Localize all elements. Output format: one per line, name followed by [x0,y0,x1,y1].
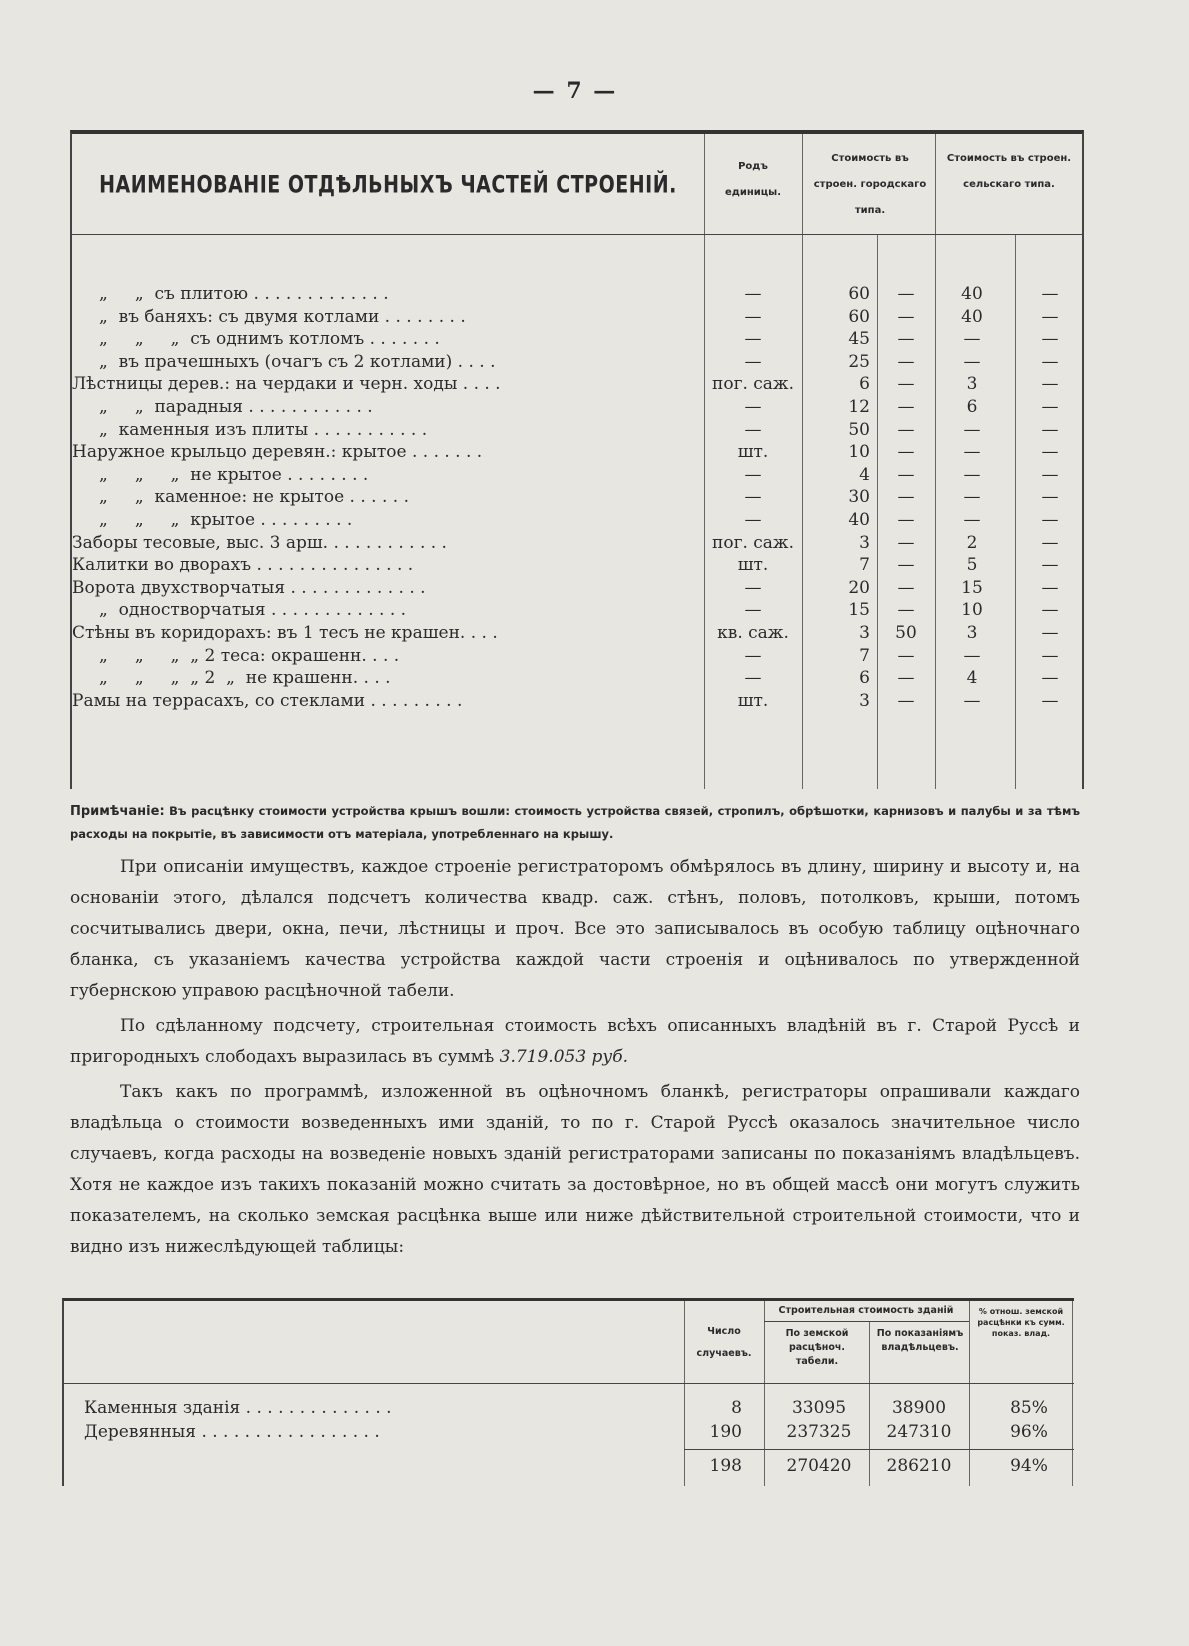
column-header-name: НАИМЕНОВАНІЕ ОТДѢЛЬНЫХЪ ЧАСТЕЙ СТРОЕНІЙ. [99,171,677,199]
row-city-rub: 45 [848,329,870,350]
row-city-kop: — [897,532,915,553]
row-name: „ каменныя изъ плиты . . . . . . . . . . . [72,419,428,440]
row-city-kop: — [897,600,915,621]
row-city-kop: — [897,690,915,711]
paragraph-1: При описаніи имуществъ, каждое строеніе регистраторомъ обмѣрялось въ длину, ширину и высоту и, на основаніи этого, дѣлался подсчетъ количества квадр. саж. стѣнъ, половъ, потолковъ, крыши, потомъ сосчитывались двери, окна, печи, лѣстницы и проч. Все это записывалось въ особую таблицу оцѣночнаго бланка, съ указаніемъ качества устройства каждой части строенія и оцѣнивалось по утвержденной губернскою управою расцѣночной табели. [70,857,1080,1001]
row-city-kop: — [897,306,915,327]
row-city-rub: 10 [848,442,870,463]
table-row [72,397,1082,420]
row-city-rub: 6 [859,374,870,395]
row-unit: шт. [737,690,769,711]
table-row [72,465,1082,488]
column-header-count: Число случаевъ. [696,1326,752,1359]
row-city-kop: — [897,419,915,440]
column-header-percent: % отнош. земской расцѣнки къ сумм. показ. влад. [977,1307,1065,1338]
row-village-rub: 2 [966,532,978,553]
row-village-rub: 40 [961,306,983,327]
row-name: „ „ „ крытое . . . . . . . . . [72,510,353,530]
row-unit: — [744,351,762,372]
row-name: Наружное крыльцо деревян.: крытое . . . . . . . [72,442,483,463]
row-village-kop: — [1041,555,1059,576]
row-city-kop: — [897,487,915,508]
row-village-kop: — [1041,329,1059,350]
column-header-by-table: По земской расцѣноч. табели. [785,1328,849,1367]
row-name: „ въ баняхъ: съ двумя котлами . . . . . . . . [72,306,466,327]
row-by-table: 33095 [791,1398,847,1418]
row-name: „ „ съ плитою . . . . . . . . . . . . . [72,284,389,304]
table-row [64,1422,1074,1446]
table-row [72,646,1082,669]
row-city-rub: 3 [859,623,870,643]
row-city-kop: — [897,645,915,666]
row-village-rub: — [963,464,981,485]
row-city-rub: 25 [848,351,870,372]
table-total-row [64,1456,1074,1480]
table-row [72,510,1082,533]
comparison-table [62,1298,1074,1486]
row-name: Деревянныя . . . . . . . . . . . . . . . . . [84,1422,380,1442]
row-city-kop: — [897,510,915,530]
column-header-village: Стоимость въ строен. сельскаго типа. [946,153,1072,190]
row-city-rub: 7 [859,645,870,666]
price-table [70,130,1084,789]
row-city-kop: — [897,374,915,395]
row-name: „ „ „ съ однимъ котломъ . . . . . . . [72,329,440,350]
row-village-rub: — [963,442,981,463]
page-number: — 7 — [532,78,618,104]
column-header-unit: Родъ единицы. [724,161,782,198]
row-village-kop: — [1041,306,1059,327]
paragraph-3: Такъ какъ по программѣ, изложенной въ оцѣночномъ бланкѣ, регистраторы опрашивали каждаго владѣльца о стоимости возведенныхъ ими зданій, то по г. Старой Руссѣ оказалось значительное число случаевъ, когда расходы на возведеніе новыхъ зданій регистраторами записаны по показаніямъ владѣльцевъ. Хотя не каждое изъ такихъ показаній можно считать за достовѣрное, но въ общей массѣ они могутъ служить показателемъ, на сколько земская расцѣнка выше или ниже дѣйствительной строительной стоимости, что и видно изъ нижеслѣдующей таблицы: [70,1082,1080,1257]
row-city-rub: 60 [848,306,870,327]
row-city-rub: 20 [848,577,870,598]
total-count: 198 [709,1456,742,1476]
total-by-table: 270420 [786,1456,852,1476]
row-by-owner: 38900 [891,1398,947,1418]
table-row [72,533,1082,556]
row-city-kop: — [897,555,915,576]
row-village-rub: — [963,510,981,530]
row-village-rub: 10 [961,600,983,621]
column-header-by-owner: По показаніямъ владѣльцевъ. [876,1328,964,1353]
row-city-kop: — [897,284,915,304]
table-row [72,555,1082,578]
row-village-rub: 40 [961,284,983,304]
table-row [72,600,1082,623]
row-unit: шт. [737,442,769,463]
table-row [72,329,1082,352]
total-percent: 94% [1010,1456,1048,1476]
table-row [72,352,1082,375]
row-unit: пог. саж. [712,374,794,395]
row-city-kop: — [897,329,915,350]
row-village-kop: — [1041,510,1059,530]
row-unit: — [744,668,762,689]
row-name: Калитки во дворахъ . . . . . . . . . . . . . . . [72,555,414,576]
paragraph-2-sum: 3.719.053 руб. [499,1047,629,1067]
column-header-city: Стоимость въ строен. городскаго типа. [813,153,927,216]
row-village-rub: 15 [961,577,983,598]
row-village-rub: 5 [966,555,978,576]
paragraph-2 [70,1011,1080,1073]
row-city-kop: — [897,351,915,372]
row-village-rub: 3 [966,623,978,643]
table-row [72,420,1082,443]
row-city-kop: 50 [895,623,917,643]
row-village-kop: — [1041,668,1059,689]
row-village-kop: — [1041,532,1059,553]
note-text: Въ расцѣнку стоимости устройства крышъ вошли: стоимость устройства связей, стропилъ, обрѣшотки, карнизовъ и палубы и за тѣмъ расходы на покрытіе, въ зависимости отъ матеріала, употребленнаго на крышу. [70,804,1080,841]
row-village-kop: — [1041,690,1059,711]
row-by-owner: 247310 [886,1422,952,1442]
row-city-rub: 40 [848,510,870,530]
row-village-kop: — [1041,464,1059,485]
row-village-kop: — [1041,419,1059,440]
row-count: 190 [709,1422,742,1442]
row-name: Заборы тесовые, выс. 3 арш. . . . . . . . . . . . [72,532,447,553]
row-village-kop: — [1041,487,1059,508]
row-city-kop: — [897,397,915,417]
row-village-rub: — [963,487,981,508]
row-name: „ „ „ „ 2 теса: окрашенн. . . . [72,645,400,666]
row-city-rub: 4 [859,464,870,485]
row-name: Ворота двухстворчатыя . . . . . . . . . . . . . [72,577,426,598]
table-row [64,1398,1074,1422]
row-name: Стѣны въ коридорахъ: въ 1 тесъ не крашен. . . . [72,623,498,643]
row-village-rub: — [963,419,981,440]
row-unit: — [744,284,762,304]
row-city-kop: — [897,577,915,598]
row-city-rub: 15 [848,600,870,621]
row-village-kop: — [1041,351,1059,372]
row-village-rub: 3 [966,374,978,395]
row-village-rub: — [963,329,981,350]
row-unit: — [744,306,762,327]
row-village-kop: — [1041,397,1059,417]
row-city-kop: — [897,442,915,463]
row-village-rub: — [963,690,981,711]
row-unit: — [744,645,762,666]
table-note [70,800,1080,846]
row-count: 8 [731,1398,742,1418]
row-city-rub: 60 [848,284,870,304]
row-city-kop: — [897,464,915,485]
table-row [72,691,1082,714]
row-name: „ „ парадныя . . . . . . . . . . . . [72,397,373,417]
row-name: Каменныя зданія . . . . . . . . . . . . . . [84,1398,392,1418]
row-name: „ „ каменное: не крытое . . . . . . [72,487,409,508]
row-name: Рамы на террасахъ, со стеклами . . . . . . . . . [72,690,463,711]
row-village-rub: — [963,351,981,372]
row-city-rub: 6 [859,668,870,689]
row-village-rub: — [963,645,981,666]
row-unit: — [744,464,762,485]
table-row [72,668,1082,691]
row-village-kop: — [1041,577,1059,598]
row-unit: — [744,419,762,440]
row-unit: — [744,487,762,508]
row-village-kop: — [1041,600,1059,621]
row-city-kop: — [897,668,915,689]
column-header-group: Строительная стоимость зданій [778,1305,954,1316]
row-unit: — [744,577,762,598]
row-village-kop: — [1041,623,1059,643]
row-name: „ „ „ „ 2 „ не крашенн. . . . [72,668,391,689]
row-by-table: 237325 [786,1422,852,1442]
row-name: Лѣстницы дерев.: на чердаки и черн. ходы . . . . [72,374,501,395]
row-name: „ „ „ не крытое . . . . . . . . [72,464,369,485]
row-name: „ одностворчатыя . . . . . . . . . . . . . [72,600,407,621]
table-row [72,307,1082,330]
table-row [72,442,1082,465]
row-unit: пог. саж. [712,532,794,553]
row-unit: кв. саж. [717,623,789,643]
row-village-rub: 6 [966,397,978,417]
paragraph-2-text: По сдѣланному подсчету, строительная стоимость всѣхъ описанныхъ владѣній въ г. Старой Руссѣ и пригородныхъ слободахъ выразилась въ суммѣ [70,1016,1080,1067]
row-percent: 85% [1010,1398,1048,1418]
row-village-kop: — [1041,645,1059,666]
table-row [72,578,1082,601]
total-by-owner: 286210 [886,1456,952,1476]
row-unit: — [744,397,762,417]
note-lead: Примѣчаніе: [70,804,165,819]
table-row [72,284,1082,307]
row-village-kop: — [1041,284,1059,304]
row-percent: 96% [1010,1422,1048,1442]
row-unit: — [744,600,762,621]
row-unit: шт. [737,555,769,576]
table-row [72,487,1082,510]
row-village-kop: — [1041,442,1059,463]
row-city-rub: 12 [848,397,870,417]
row-unit: — [744,510,762,530]
row-name: „ въ прачешныхъ (очагъ съ 2 котлами) . . . . [72,351,496,372]
row-unit: — [744,329,762,350]
row-city-rub: 50 [848,419,870,440]
row-village-rub: 4 [966,668,978,689]
row-city-rub: 30 [848,487,870,508]
row-city-rub: 3 [859,690,870,711]
row-city-rub: 7 [859,555,870,576]
row-village-kop: — [1041,374,1059,395]
row-city-rub: 3 [859,532,870,553]
table-row [72,374,1082,397]
table-row [72,623,1082,646]
